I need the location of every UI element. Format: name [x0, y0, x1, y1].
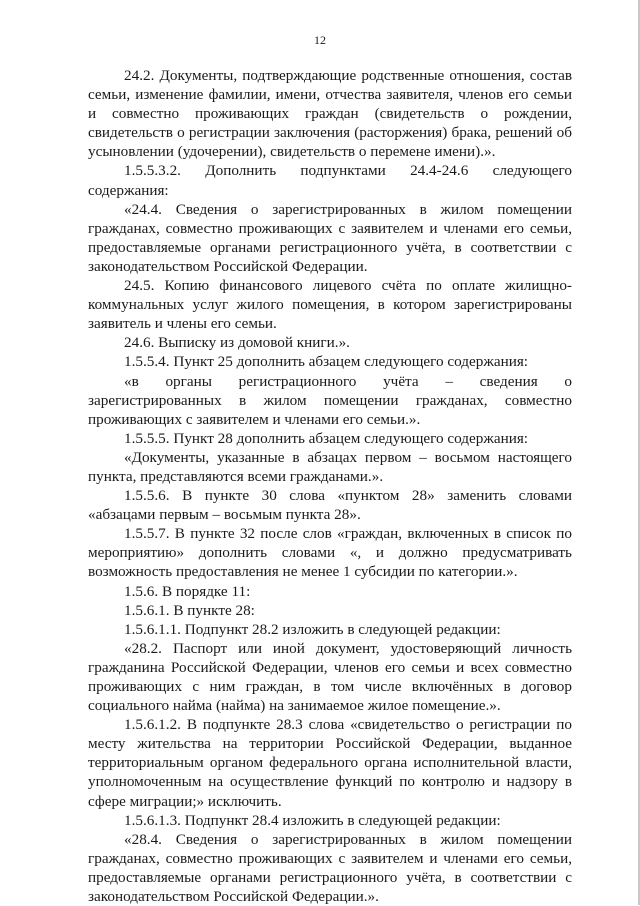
paragraph: 1.5.6. В порядке 11:: [124, 582, 251, 600]
document-body: [88, 66, 572, 906]
paragraph: 1.5.6.1.3. Подпункт 28.4 изложить в следующей редакции:: [124, 811, 501, 829]
paragraph: «28.4. Сведения о зарегистрированных в жилом помещении гражданах, совместно проживающих с заявителем и членами его семьи, предоставляемые органами регистрационного учёта, в соответствии с законодательством Российской Федерации.».: [88, 830, 572, 906]
paragraph: 1.5.6.1.1. Подпункт 28.2 изложить в следующей редакции:: [124, 620, 501, 638]
paragraph: 1.5.6.1. В пункте 28:: [124, 601, 255, 619]
paragraph: 1.5.5.3.2. Дополнить подпунктами 24.4-24.6 следующего содержания:: [88, 162, 572, 199]
paragraph: 1.5.6.1.2. В подпункте 28.3 слова «свидетельство о регистрации по месту жительства на территории Российской Федерации, выданное территориальным органом федерального органа исполнительной власти, уполномоченным на осуществление функций по контролю и надзору в сфере миграции;» исключить.: [88, 716, 572, 810]
paragraph: 24.6. Выписку из домовой книги.».: [124, 334, 350, 352]
paragraph: 1.5.5.6. В пункте 30 слова «пунктом 28» заменить словами «абзацами первым – восьмым пункта 28».: [88, 487, 572, 524]
paragraph: 1.5.5.4. Пункт 25 дополнить абзацем следующего содержания:: [124, 353, 529, 371]
paragraph: 1.5.5.7. В пункте 32 после слов «граждан, включенных в список по мероприятию» дополнить словами «, и должно предусматривать возможность предоставления не менее 1 субсидии по категории.».: [88, 525, 572, 581]
paragraph: «Документы, указанные в абзацах первом – восьмом настоящего пункта, представляются всеми гражданами.».: [88, 448, 572, 485]
paragraph: 1.5.5.5. Пункт 28 дополнить абзацем следующего содержания:: [124, 429, 529, 447]
paragraph: «28.2. Паспорт или иной документ, удостоверяющий личность гражданина Российской Федерации, членов его семьи и всех совместно проживающих с ним граждан, в том числе включённых в договор социального найма (найма) на занимаемое жилое помещение.».: [88, 639, 572, 715]
paragraph: «24.4. Сведения о зарегистрированных в жилом помещении гражданах, совместно проживающих с заявителем и членами его семьи, предоставляемые органами регистрационного учёта, в соответствии с законодательством Российской Федерации.: [88, 200, 572, 275]
paragraph: «в органы регистрационного учёта – сведения о зарегистрированных в жилом помещении гражданах, совместно проживающих с заявителем и членами его семьи.».: [88, 372, 572, 428]
paragraph: 24.2. Документы, подтверждающие родственные отношения, состав семьи, изменение фамилии, имени, отчества заявителя, членов его семьи и совместно проживающих граждан (свидетельств о рождении, свидетельств о регистрации заключения (расторжения) брака, решений об усыновлении (удочерении), свидетельств о перемене имени).».: [88, 67, 572, 161]
paragraph: 24.5. Копию финансового лицевого счёта по оплате жилищно-коммунальных услуг жилого помещения, в котором зарегистрированы заявитель и члены его семьи.: [88, 277, 572, 333]
page-number: 12: [314, 33, 326, 47]
